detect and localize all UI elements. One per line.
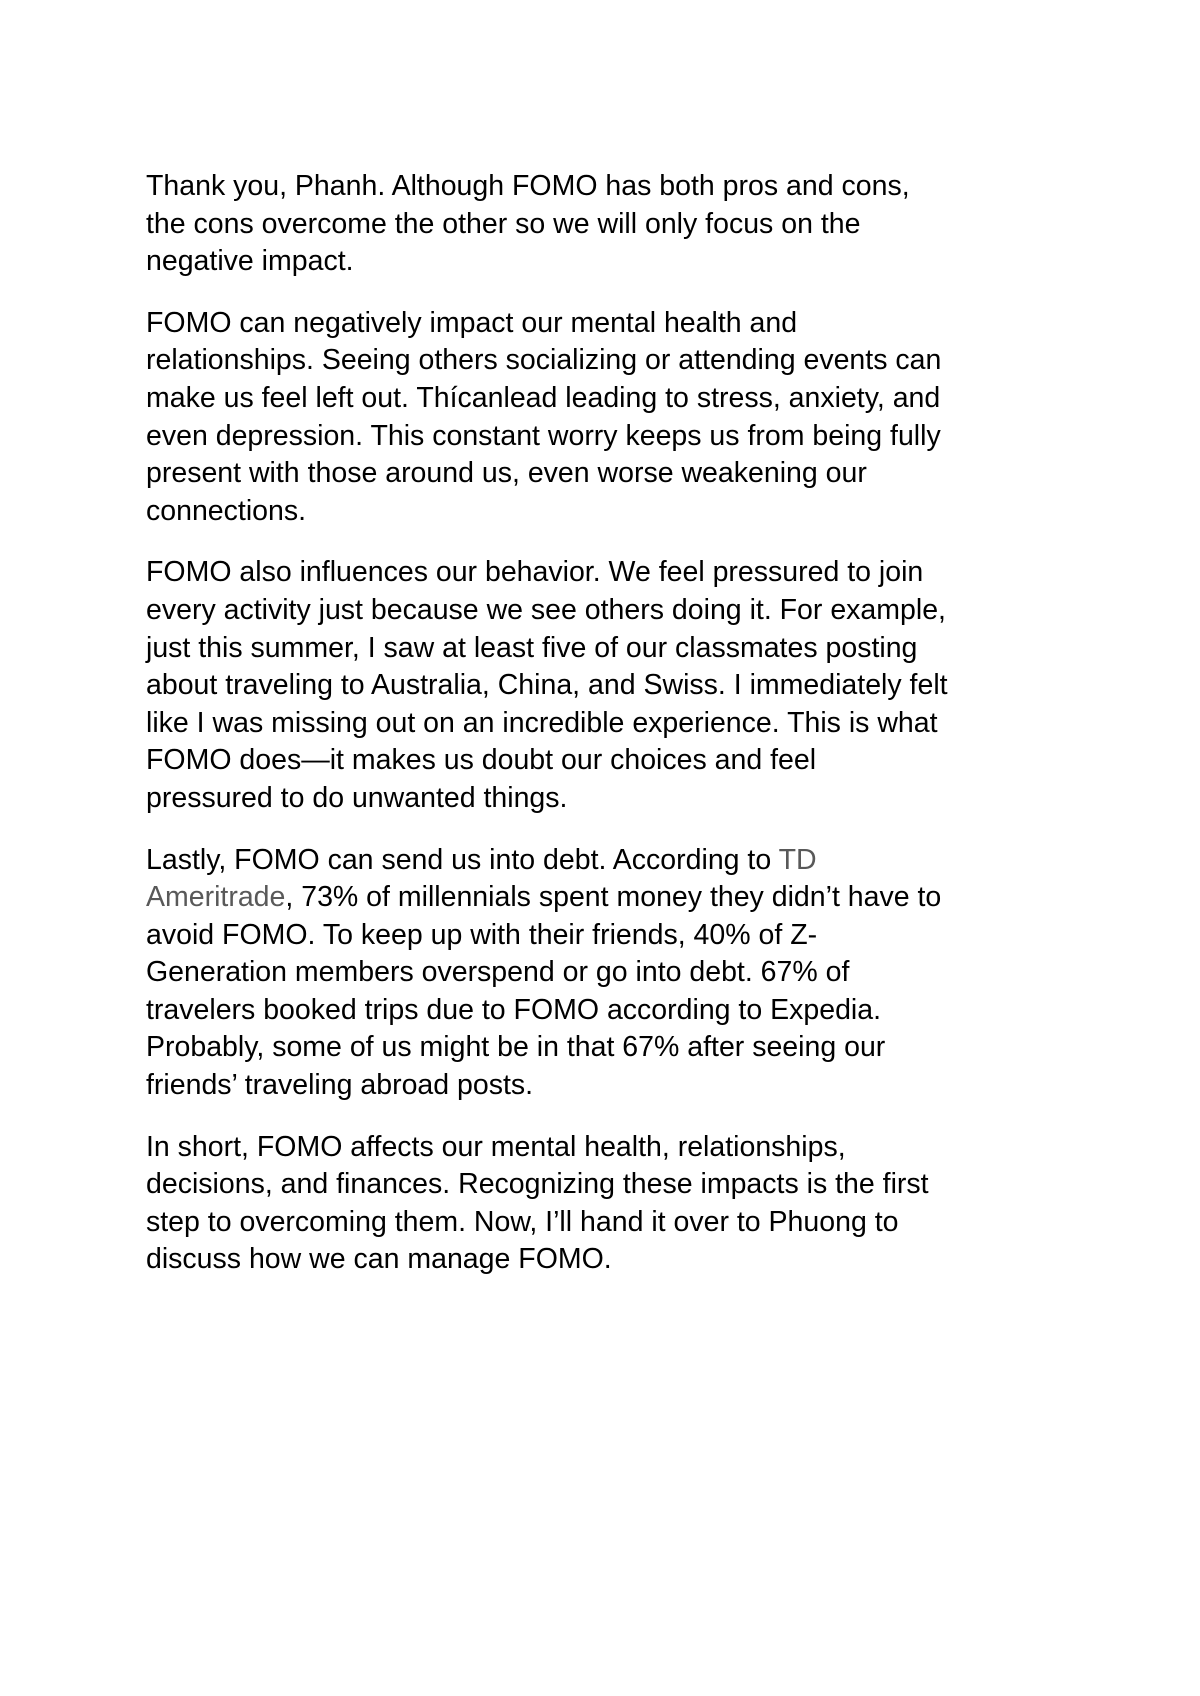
text-line: the cons overcome the other so we will only focus on the (146, 207, 861, 240)
text-line: FOMO also influences our behavior. We feel pressured to join (146, 556, 924, 589)
text-line: friends’ traveling abroad posts. (146, 1069, 534, 1102)
link-td-ameritrade-part1[interactable]: TD (778, 843, 817, 876)
text-line: FOMO can negatively impact our mental health and (146, 306, 798, 339)
paragraph-conclusion (146, 1129, 1076, 1279)
paragraph-intro (146, 168, 1076, 281)
text-line: Probably, some of us might be in that 67% after seeing our (146, 1031, 886, 1064)
paragraph-behavior (146, 554, 1076, 817)
text-line: make us feel left out. Thícanlead leading to stress, anxiety, and (146, 381, 941, 414)
paragraph-mental-health (146, 305, 1076, 531)
text-line: connections. (146, 494, 307, 527)
text-line: travelers booked trips due to FOMO according to Expedia. (146, 993, 882, 1026)
text-line: every activity just because we see others doing it. For example, (146, 593, 946, 626)
document-body (146, 168, 1076, 1303)
text-line: about traveling to Australia, China, and Swiss. I immediately felt (146, 669, 948, 702)
text-line: discuss how we can manage FOMO. (146, 1243, 612, 1276)
text-line: pressured to do unwanted things. (146, 781, 568, 814)
text-line: Lastly, FOMO can send us into debt. According to (146, 843, 779, 876)
link-td-ameritrade-part2[interactable]: Ameritrade (146, 881, 286, 914)
text-line: Thank you, Phanh. Although FOMO has both pros and cons, (146, 170, 910, 202)
paragraph-debt (146, 842, 1076, 1105)
text-line: Generation members overspend or go into debt. 67% of (146, 956, 850, 989)
text-line: like I was missing out on an incredible experience. This is what (146, 706, 938, 739)
text-line: FOMO does—it makes us doubt our choices and feel (146, 744, 817, 777)
text-line: step to overcoming them. Now, I’ll hand it over to Phuong to (146, 1205, 899, 1238)
text-line: avoid FOMO. To keep up with their friends, 40% of Z- (146, 918, 818, 951)
text-line: negative impact. (146, 245, 354, 278)
text-line: even depression. This constant worry keeps us from being fully (146, 419, 941, 452)
text-line: relationships. Seeing others socializing or attending events can (146, 344, 942, 377)
text-line: present with those around us, even worse weakening our (146, 457, 867, 490)
text-line: , 73% of millennials spent money they didn’t have to (285, 881, 942, 914)
text-line: decisions, and finances. Recognizing these impacts is the first (146, 1168, 929, 1201)
text-line: just this summer, I saw at least five of our classmates posting (146, 631, 918, 664)
text-line: In short, FOMO affects our mental health, relationships, (146, 1130, 846, 1163)
